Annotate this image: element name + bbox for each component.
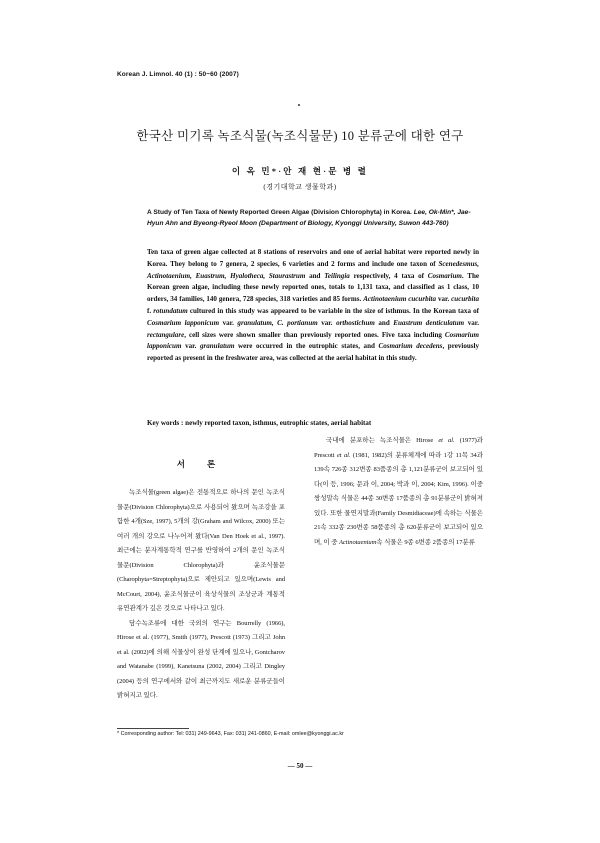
- english-title: A Study of Ten Taxa of Newly Reported Green Algae (Division Chlorophyta) in Korea.: [147, 209, 412, 216]
- journal-reference: Korean J. Limnol. 40 (1) : 50~60 (2007): [117, 71, 239, 78]
- corresponding-author-footnote: * Corresponding author: Tel: 031) 249-9643, Fax: 031) 241-0860, E-mail: omlee@kyonggi.ac.kr: [117, 731, 344, 737]
- footnote-rule: [117, 728, 189, 729]
- abstract: Ten taxa of green algae collected at 8 stations of reservoirs and one of aerial habitat were reported newly in Korea. They belong to 7 genera, 2 species, 6 varieties and 2 forms and include one taxon of Scenedesmus, Actinotaenium, Euastrum, Hyalotheca, Staurastrum and Teilingia respectively, 4 taxa of Cosmarium. The Korean green algae, including these newly reported ones, totals to 1,131 taxa, and classified as 1 class, 10 orders, 34 families, 140 genera, 728 species, 318 varieties and 85 forms. Actinotaenium cucurbita var. cucurbita f. rotundatum cultured in this study was appeared to be variable in the size of isthmus. In the Korean taxa of Cosmarium lapponicum var. granulatum, C. portianum var. orthostichum and Euastrum denticulatum var. rectangulare, cell sizes were shown smaller than previously reported ones. Five taxa including Cosmarium lapponicum var. granulatum were occurred in the eutrophic states, and Cosmarium decedens, previously reported as present in the freshwater area, was collected at the aerial habitat in this study.: [147, 248, 479, 363]
- section-heading-introduction: 서 론: [176, 459, 226, 469]
- left-column: [117, 434, 285, 704]
- intro-paragraph-1: 녹조식물(green algae)은 전통적으로 하나의 문인 녹조식물문(Division Chlorophyta)으로 사용되어 왔으며 녹조강을 포함한 4개(Sze, 1997), 5개의 강(Graham and Wilcox, 2000) 또는 여러 개의 강으로 나누어져 왔다(Van Den Hoek et al., 1997). 최근에는 분자계통학적 연구를 반영하여 2개의 문인 녹조식물문(Division Chlorophyta)과 윤조식물문(Charophyta=Streptophyta)으로 제안되고 있으며(Lewis and McCourt, 2004), 윤조식물군이 육상식물의 조상군과 계통적 유연관계가 깊은 것으로 나타나고 있다.: [117, 489, 285, 612]
- korean-authors: 이 옥 민*·안 재 현·문 병 렬: [231, 166, 369, 176]
- korean-title: 한국산 미기록 녹조식물(녹조식물문) 10 분류군에 대한 연구: [136, 129, 464, 143]
- english-authors: Lee, Ok-Min*, Jae-Hyun Ahn and Byeong-Ryeol Moon: [147, 209, 471, 227]
- right-column: [314, 434, 483, 550]
- decorative-dot: [298, 104, 300, 106]
- korean-affiliation: (경기대학교 생물학과): [263, 183, 337, 191]
- page-number: — 50 —: [287, 762, 313, 770]
- intro-paragraph-3: 국내에 분포하는 녹조식물은 Hirose et al. (1977)과 Prescott et al. (1981, 1982)의 분류체계에 따라 1강 11목 34과 139속 726종 312변종 83품종의 총 1,121분류군이 보고되어 있다(이 등, 1996; 문과 이, 2004; 박과 이, 2004; Kim, 1996). 이중 쌍성말속 식물은 44종 30변종 17품종의 총 91분류군이 밝혀져 있다. 또한 물연지말과(Family Desmidiaceae)에 속하는 식물은 21속 332종 230변종 58품종의 총 620분류군이 보고되어 있으며, 이 중 Actinotaenium속 식물은 9종 6변종 2품종의 17분류: [314, 437, 483, 546]
- intro-paragraph-2: 담수녹조류에 대한 국외의 연구는 Bourrelly (1966), Hirose et al. (1977), Smith (1977), Prescott (1973) 그리고 John et al. (2002)에 의해 식물상이 완성 단계에 있으나, Gontcharov and Watanabe (1999), Kanetsuna (2002, 2004) 그리고 Dingley (2004) 등의 연구에서와 같이 최근까지도 새로운 분류군들이 밝혀지고 있다.: [117, 619, 285, 699]
- english-title-block: [147, 208, 479, 229]
- keywords: Key words : newly reported taxon, isthmus, eutrophic states, aerial habitat: [147, 419, 372, 427]
- english-affiliation: (Department of Biology, Kyonggi University, Suwon 443-760): [258, 219, 449, 227]
